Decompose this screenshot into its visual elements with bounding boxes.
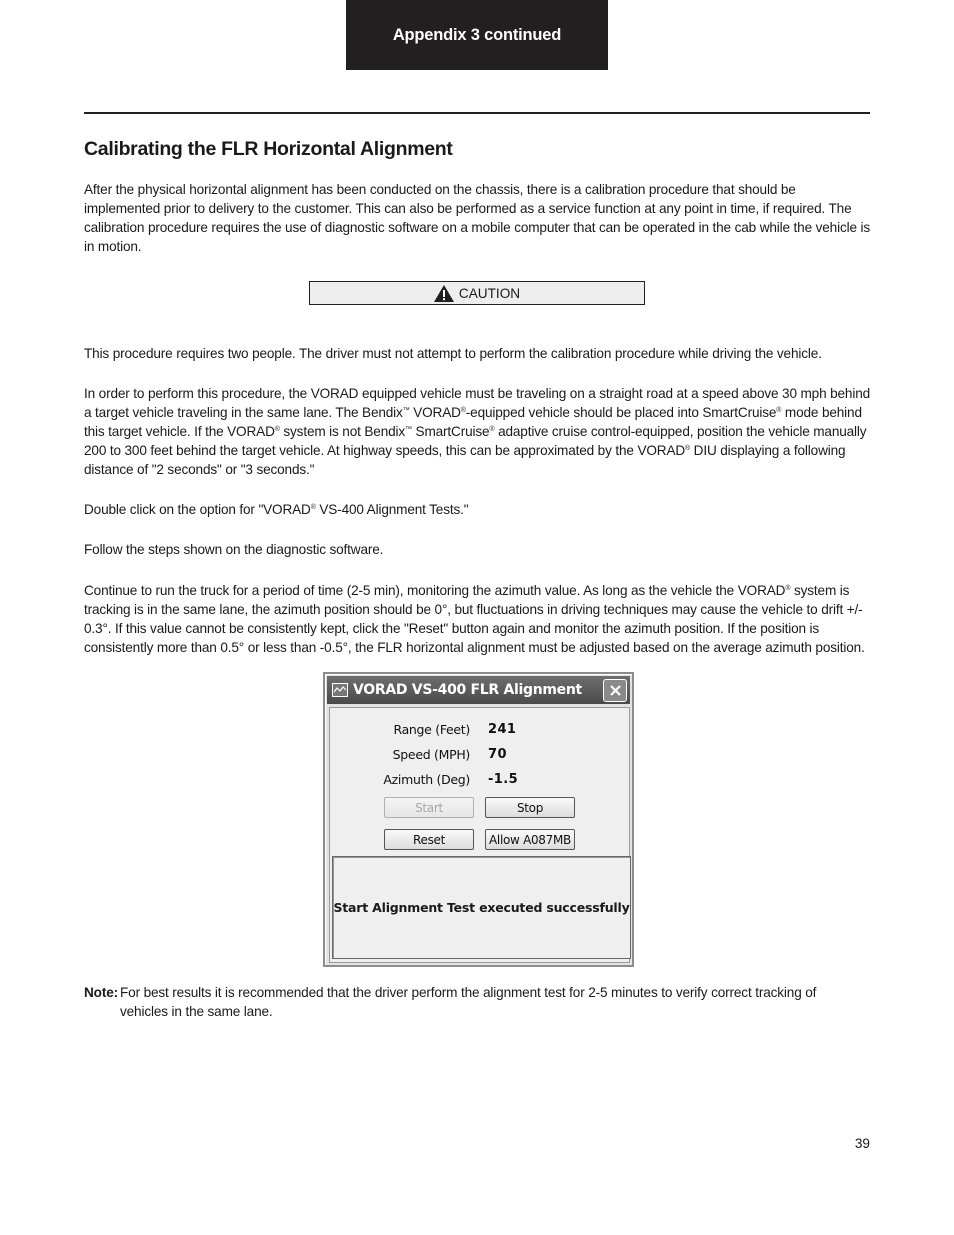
dialog-titlebar[interactable] bbox=[327, 676, 630, 704]
azimuth-label: Azimuth (Deg) bbox=[383, 772, 470, 787]
range-label: Range (Feet) bbox=[393, 722, 470, 737]
caution-banner bbox=[309, 281, 645, 305]
note-block bbox=[84, 983, 864, 1021]
dialog-title: VORAD VS-400 FLR Alignment bbox=[353, 682, 582, 698]
app-icon bbox=[332, 683, 348, 697]
intro-paragraph: After the physical horizontal alignment has been conducted on the chassis, there is a calibration procedure that should be implemented prior to delivery to the customer. This can also be performed as a service function at any point in time, if required. The calibration procedure requires the use of diagnostic software on a mobile computer that can be operated in the cab while the vehicle is in motion. bbox=[84, 182, 871, 254]
stop-button[interactable]: Stop bbox=[485, 797, 575, 818]
appendix-tab: Appendix 3 continued bbox=[346, 0, 608, 70]
note-text: For best results it is recommended that the driver perform the alignment test for 2-5 minutes to verify correct tracking of vehicles in the same lane. bbox=[120, 985, 817, 1019]
page-number: 39 bbox=[854, 1136, 870, 1151]
speed-value: 70 bbox=[488, 747, 507, 762]
status-message-box bbox=[332, 856, 631, 959]
double-click-paragraph: Double click on the option for "VORAD® VS-400 Alignment Tests." bbox=[84, 502, 469, 517]
note-label: Note: bbox=[84, 985, 118, 1000]
warning-triangle-icon bbox=[434, 285, 454, 302]
two-people-paragraph: This procedure requires two people. The driver must not attempt to perform the calibration procedure while driving the vehicle. bbox=[84, 346, 822, 361]
header-rule bbox=[84, 112, 870, 114]
alignment-dialog bbox=[323, 672, 634, 967]
follow-steps-paragraph: Follow the steps shown on the diagnostic software. bbox=[84, 542, 384, 557]
dialog-body bbox=[329, 707, 630, 963]
speed-label: Speed (MPH) bbox=[392, 747, 470, 762]
start-button[interactable]: Start bbox=[384, 797, 474, 818]
range-value: 241 bbox=[488, 722, 517, 737]
caution-label: CAUTION bbox=[458, 285, 521, 301]
allow-button[interactable]: Allow A087MB bbox=[485, 829, 575, 850]
status-message: Start Alignment Test executed successfully bbox=[333, 900, 630, 915]
azimuth-value: -1.5 bbox=[488, 772, 519, 787]
reset-button[interactable]: Reset bbox=[384, 829, 474, 850]
close-icon[interactable] bbox=[603, 679, 627, 702]
perform-paragraph: In order to perform this procedure, the VORAD equipped vehicle must be traveling on a straight road at a speed above 30 mph behind a target vehicle traveling in the same lane. The Bendix™ VORAD®-equipped vehicle should be placed into SmartCruise® mode behind this target vehicle. If the VORAD® system is not Bendix™ SmartCruise® adaptive cruise control-equipped, position the vehicle manually 200 to 300 feet behind the target vehicle. At highway speeds, this can be approximated by the VORAD® DIU displaying a following distance of "2 seconds" or "3 seconds." bbox=[84, 386, 871, 477]
page-title: Calibrating the FLR Horizontal Alignment bbox=[84, 138, 453, 160]
continue-paragraph: Continue to run the truck for a period of time (2-5 min), monitoring the azimuth value. As long as the vehicle the VORAD® system is tracking is in the same lane, the azimuth position should be 0°, but fluctuations in driving techniques may cause the vehicle to drift +/- 0.3°. If this value cannot be consistently kept, click the "Reset" button again and monitor the azimuth position. If the position is consistently more than 0.5° or less than -0.5°, the FLR horizontal alignment must be adjusted based on the average azimuth position. bbox=[84, 583, 865, 655]
